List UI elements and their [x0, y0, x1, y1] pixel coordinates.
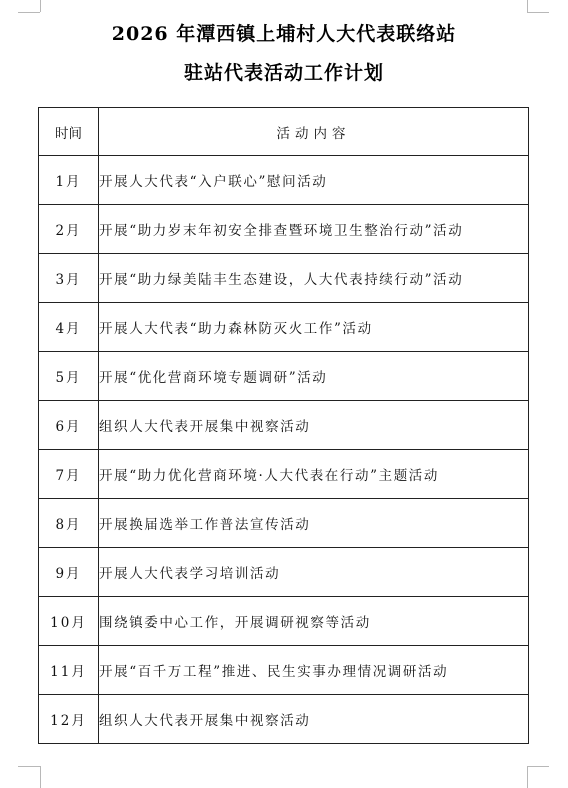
table-row — [39, 499, 529, 548]
month-cell: 11月 — [39, 646, 99, 695]
table-row — [39, 646, 529, 695]
table-row — [39, 548, 529, 597]
table-row — [39, 597, 529, 646]
table-row — [39, 303, 529, 352]
month-cell: 12月 — [39, 695, 99, 744]
activity-cell: 围绕镇委中心工作，开展调研视察等活动 — [99, 597, 529, 646]
activity-cell: 开展“助力优化营商环境·人大代表在行动”主题活动 — [99, 450, 529, 499]
table-row — [39, 450, 529, 499]
table-row — [39, 156, 529, 205]
activity-plan-table — [38, 107, 529, 744]
month-cell: 3月 — [39, 254, 99, 303]
month-cell: 2月 — [39, 205, 99, 254]
activity-cell: 开展“助力绿美陆丰生态建设，人大代表持续行动”活动 — [99, 254, 529, 303]
month-cell: 9月 — [39, 548, 99, 597]
table-row — [39, 352, 529, 401]
month-cell: 4月 — [39, 303, 99, 352]
activity-cell: 开展换届选举工作普法宣传活动 — [99, 499, 529, 548]
activity-cell: 组织人大代表开展集中视察活动 — [99, 401, 529, 450]
month-cell: 10月 — [39, 597, 99, 646]
table-row — [39, 695, 529, 744]
table-row — [39, 205, 529, 254]
month-cell: 5月 — [39, 352, 99, 401]
month-cell: 6月 — [39, 401, 99, 450]
activity-cell: 开展人大代表“入户联心”慰问活动 — [99, 156, 529, 205]
document-title: 2026 年潭西镇上埔村人大代表联络站 — [111, 23, 457, 45]
document-subtitle: 驻站代表活动工作计划 — [183, 62, 384, 84]
table-row — [39, 254, 529, 303]
month-cell: 1月 — [39, 156, 99, 205]
activity-cell: 开展人大代表学习培训活动 — [99, 548, 529, 597]
activity-cell: 组织人大代表开展集中视察活动 — [99, 695, 529, 744]
activity-cell: 开展“优化营商环境专题调研”活动 — [99, 352, 529, 401]
activity-cell: 开展“助力岁末年初安全排查暨环境卫生整治行动”活动 — [99, 205, 529, 254]
month-cell: 8月 — [39, 499, 99, 548]
activity-cell: 开展人大代表“助力森林防灭火工作”活动 — [99, 303, 529, 352]
header-activity: 活动内容 — [99, 108, 529, 156]
header-time: 时间 — [39, 108, 99, 156]
table-row — [39, 401, 529, 450]
activity-cell: 开展“百千万工程”推进、民生实事办理情况调研活动 — [99, 646, 529, 695]
table-header-row — [39, 108, 529, 156]
month-cell: 7月 — [39, 450, 99, 499]
